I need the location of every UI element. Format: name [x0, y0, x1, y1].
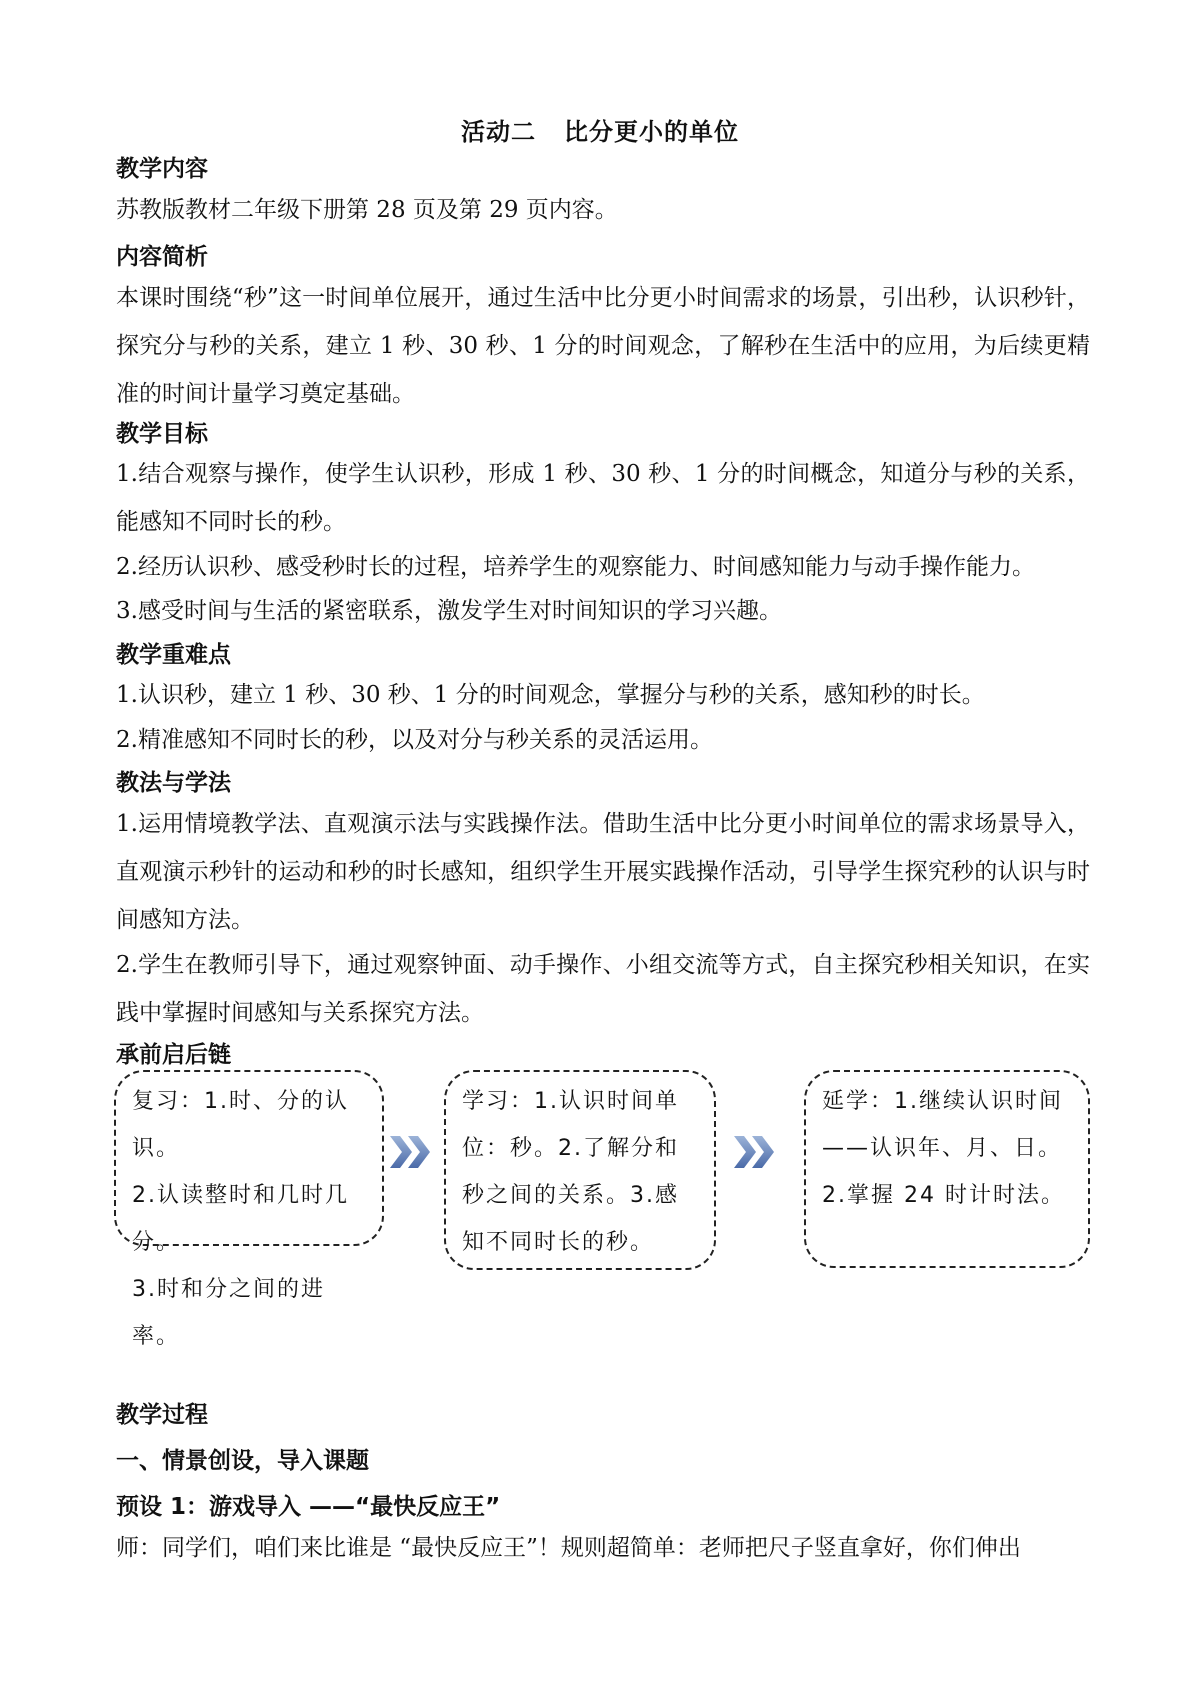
heading-key-points: 教学重难点 [116, 642, 231, 668]
extend-box [804, 1070, 1090, 1268]
teaching-content-text: 苏教版教材二年级下册第 28 页及第 29 页内容。 [116, 197, 618, 223]
title-part1: 活动二 [461, 117, 536, 146]
page-title [0, 112, 1200, 147]
key-point-item-2: 2.精准感知不同时长的秒，以及对分与秒关系的灵活运用。 [116, 727, 713, 753]
double-chevron-right-icon [386, 1132, 438, 1172]
study-text: 学习：1.认识时间单位：秒。2.了解分和秒之间的关系。3.感知不同时长的秒。 [462, 1089, 679, 1255]
goal-item-1: 1.结合观察与操作，使学生认识秒，形成 1 秒、30 秒、1 分的时间概念，知道分与秒的关系，能感知不同时长的秒。 [116, 461, 1090, 535]
key-point-item-1: 1.认识秒，建立 1 秒、30 秒、1 分的时间观念，掌握分与秒的关系，感知秒的时长。 [116, 682, 985, 708]
review-line-2: 2.认读整时和几时几分。 [132, 1183, 349, 1255]
study-box [444, 1070, 716, 1270]
method-item-1: 1.运用情境教学法、直观演示法与实践操作法。借助生活中比分更小时间单位的需求场景导入，直观演示秒针的运动和秒的时长感知，组织学生开展实践操作活动，引导学生探究秒的认识与时间感知方法。 [116, 811, 1090, 933]
double-chevron-right-icon [730, 1132, 782, 1172]
title-part2: 比分更小的单位 [564, 117, 739, 146]
review-line-1: 复习：1.时、分的认识。 [132, 1089, 349, 1161]
heading-teaching-content: 教学内容 [116, 156, 208, 182]
goal-item-2: 2.经历认识秒、感受秒时长的过程，培养学生的观察能力、时间感知能力与动手操作能力。 [116, 554, 1035, 580]
goal-item-3: 3.感受时间与生活的紧密联系，激发学生对时间知识的学习兴趣。 [116, 598, 782, 624]
extend-line-1: 延学：1.继续认识时间——认识年、月、日。 [822, 1089, 1063, 1161]
heading-teaching-process: 教学过程 [116, 1402, 208, 1428]
teacher-line: 师：同学们，咱们来比谁是 “最快反应王”！规则超简单：老师把尺子竖直拿好，你们伸出 [116, 1535, 1021, 1561]
preset-1-heading: 预设 1：游戏导入 ——“最快反应王” [116, 1494, 501, 1520]
heading-teaching-goals: 教学目标 [116, 421, 208, 447]
heading-methods: 教法与学法 [116, 770, 231, 796]
extend-line-2: 2.掌握 24 时计时法。 [822, 1183, 1065, 1208]
heading-content-analysis: 内容简析 [116, 244, 208, 270]
content-analysis-text: 本课时围绕“秒”这一时间单位展开，通过生活中比分更小时间需求的场景，引出秒，认识秒针，探究分与秒的关系，建立 1 秒、30 秒、1 分的时间观念，了解秒在生活中的应用，为后续更精准的时间计量学习奠定基础。 [116, 285, 1090, 407]
review-box [114, 1070, 384, 1349]
subheading-scenario-intro: 一、情景创设，导入课题 [116, 1448, 369, 1474]
heading-chain: 承前启后链 [116, 1042, 231, 1068]
review-line-3: 3.时和分之间的进率。 [132, 1277, 325, 1349]
method-item-2: 2.学生在教师引导下，通过观察钟面、动手操作、小组交流等方式，自主探究秒相关知识，在实践中掌握时间感知与关系探究方法。 [116, 952, 1090, 1026]
